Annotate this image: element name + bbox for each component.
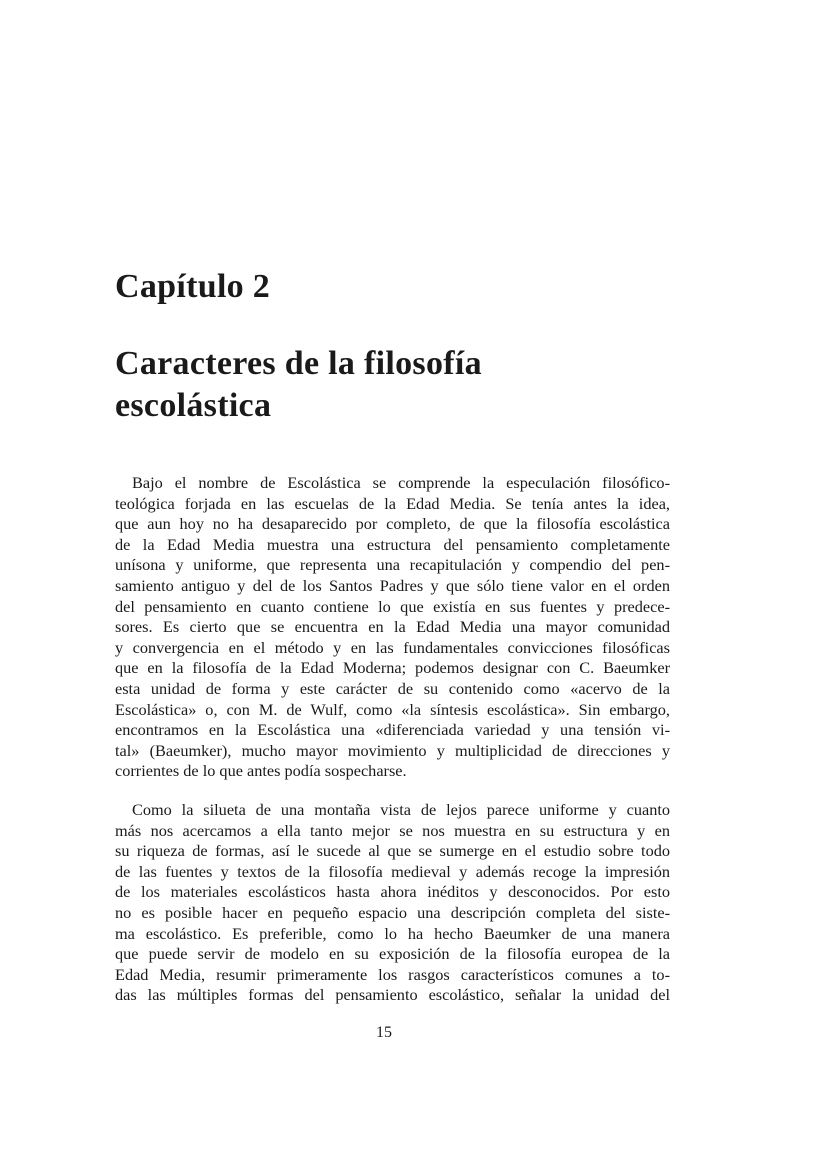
text-line: unísona y uniforme, que representa una recapitulación y compendio del pen- bbox=[115, 555, 670, 575]
text-line: más nos acercamos a ella tanto mejor se nos muestra en su estructura y en bbox=[115, 820, 670, 840]
text-line: de las fuentes y textos de la filosofía medieval y además recoge la impresión bbox=[115, 861, 670, 881]
paragraph-1 bbox=[115, 473, 670, 782]
page-number: 15 bbox=[376, 1024, 392, 1041]
text-line: das las múltiples formas del pensamiento escolástico, señalar la unidad del bbox=[115, 985, 670, 1005]
text-line: corrientes de lo que antes podía sospecharse. bbox=[115, 761, 407, 781]
text-line: y convergencia en el método y en las fundamentales convicciones filosóficas bbox=[115, 637, 670, 657]
chapter-title-line: escolástica bbox=[115, 387, 272, 424]
text-line: samiento antiguo y del de los Santos Padres y que sólo tiene valor en el orden bbox=[115, 575, 670, 595]
text-line: del pensamiento en cuanto contiene lo que existía en sus fuentes y predece- bbox=[115, 596, 670, 616]
text-line: Escolástica» o, con M. de Wulf, como «la síntesis escolástica». Sin embargo, bbox=[115, 699, 670, 719]
text-line: Bajo el nombre de Escolástica se comprende la especulación filosófico- bbox=[132, 473, 670, 492]
chapter-title bbox=[115, 343, 715, 427]
text-line: teológica forjada en las escuelas de la Edad Media. Se tenía antes la idea, bbox=[115, 493, 670, 513]
text-line: que puede servir de modelo en su exposición de la filosofía europea de la bbox=[115, 944, 670, 964]
text-line: de los materiales escolásticos hasta ahora inéditos y desconocidos. Por esto bbox=[115, 882, 670, 902]
chapter-title-line: Caracteres de la filosofía bbox=[115, 345, 482, 382]
text-line: tal» (Baeumker), mucho mayor movimiento y multiplicidad de direcciones y bbox=[115, 740, 670, 760]
text-line: encontramos en la Escolástica una «diferenciada variedad y una tensión vi- bbox=[115, 720, 670, 740]
text-line: sores. Es cierto que se encuentra en la Edad Media una mayor comunidad bbox=[115, 617, 670, 637]
text-line: no es posible hacer en pequeño espacio una descripción completa del siste- bbox=[115, 902, 670, 922]
chapter-label: Capítulo 2 bbox=[115, 268, 271, 305]
text-line: ma escolástico. Es preferible, como lo ha hecho Baeumker de una manera bbox=[115, 923, 670, 943]
text-line: esta unidad de forma y este carácter de su contenido como «acervo de la bbox=[115, 678, 670, 698]
text-line: Edad Media, resumir primeramente los rasgos característicos comunes a to- bbox=[115, 964, 670, 984]
text-line: que aun hoy no ha desaparecido por completo, de que la filosofía escolástica bbox=[115, 514, 670, 534]
text-line: Como la silueta de una montaña vista de lejos parece uniforme y cuanto bbox=[132, 800, 670, 819]
text-line: su riqueza de formas, así le sucede al que se sumerge en el estudio sobre todo bbox=[115, 841, 670, 861]
paragraph-2 bbox=[115, 800, 670, 1006]
text-line: que en la filosofía de la Edad Moderna; podemos designar con C. Baeumker bbox=[115, 658, 670, 678]
text-line: de la Edad Media muestra una estructura del pensamiento completamente bbox=[115, 534, 670, 554]
